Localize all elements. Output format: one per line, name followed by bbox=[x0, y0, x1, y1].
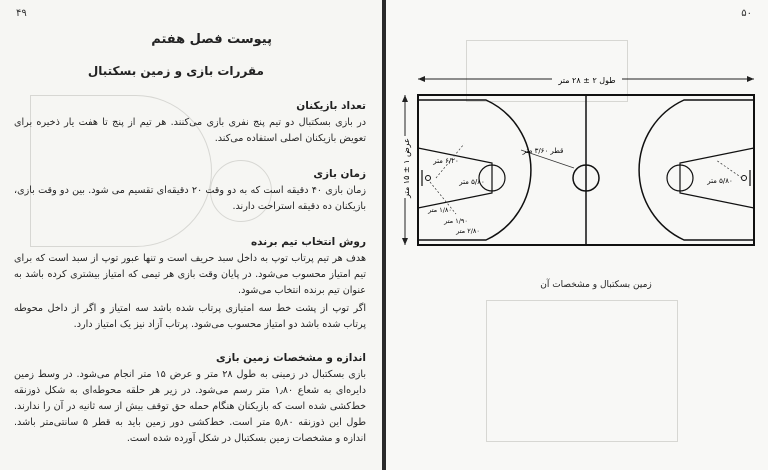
arrow-down-icon bbox=[402, 238, 408, 245]
arrow-right-icon bbox=[747, 76, 754, 82]
section-game-time bbox=[14, 168, 366, 215]
section-court-size bbox=[14, 352, 366, 447]
section-players bbox=[14, 100, 366, 147]
paragraph: اگر توپ از پشت خط سه امتیازی پرتاب شده باشد سه امتیاز و اگر از داخل محوطه پرتاب شده باشد دو امتیاز محسوب می‌شود. پرتاب آزاد نیز یک امتیاز دارد. bbox=[14, 303, 366, 330]
leader-line bbox=[716, 160, 742, 178]
section-heading: تعداد بازیکنان bbox=[296, 100, 366, 112]
center-circle-label: قطر ۳/۶۰ متر bbox=[522, 147, 564, 155]
basket-right bbox=[742, 176, 747, 181]
paragraph: بازی بسکتبال در زمینی به طول ۲۸ متر و عرض ۱۵ متر انجام می‌شود. در وسط زمین دایره‌ای به شعاع ۱٫۸۰ متر رسم می‌شود. در زیر هر حلقه محوطه‌ای به شکل ذوزنقه خط‌کشی شده است که بازیکنان هنگام حمله حق توقف بیش از سه ثانیه در آن را ندارند. طول این ذوزنقه ۵٫۸۰ متر است. خط‌کشی دور زمین باید به قطر ۵ سانتی‌متر باشد. اندازه و مشخصات زمین بسکتبال در شکل آورده شده است. bbox=[14, 369, 366, 444]
chapter-appendix-title: پیوست فصل هفتم bbox=[151, 32, 272, 47]
dimension-label: ۱/۹۰ متر bbox=[444, 217, 468, 225]
basketball-court-diagram bbox=[386, 0, 768, 280]
dimension-label: ۲/۸۰ متر bbox=[456, 227, 480, 235]
arrow-left-icon bbox=[418, 76, 425, 82]
page-number: ۵۰ bbox=[741, 8, 752, 19]
basket-left bbox=[426, 176, 431, 181]
figure-caption: زمین بسکتبال و مشخصات آن bbox=[540, 280, 652, 290]
section-winner bbox=[14, 236, 366, 333]
paragraph: در بازی بسکتبال دو تیم پنج نفری بازی می‌کنند. هر تیم از پنج تا هفت یار ذخیره برای تعویض بازیکنان اصلی استفاده می‌کند. bbox=[14, 117, 366, 144]
width-label: عرض ۱ ± ۱۵ متر bbox=[402, 138, 411, 198]
three-point-line-left bbox=[418, 100, 531, 240]
left-page bbox=[0, 0, 382, 470]
arrow-up-icon bbox=[402, 95, 408, 102]
section-heading: اندازه و مشخصات زمین بازی bbox=[215, 352, 366, 364]
section-subtitle: مقررات بازی و زمین بسکتبال bbox=[87, 64, 264, 78]
right-page bbox=[386, 0, 768, 470]
section-heading: روش انتخاب تیم برنده bbox=[250, 236, 366, 248]
bleed-through-shape bbox=[486, 300, 678, 442]
dimension-label: ۵/۸۰ متر bbox=[459, 178, 485, 186]
dimension-label: ۵/۸۰ متر bbox=[707, 177, 733, 185]
three-point-line-right bbox=[639, 100, 754, 240]
length-label: طول ۲ ± ۲۸ متر bbox=[558, 76, 616, 85]
section-heading: زمان بازی bbox=[313, 168, 366, 180]
dimension-label: ۶/۲۰ متر bbox=[433, 157, 459, 165]
dimension-label: ۱/۸۰ متر bbox=[428, 206, 452, 214]
paragraph: زمان بازی ۴۰ دقیقه است که به دو وقت ۲۰ دقیقه‌ای تقسیم می شود. بین دو وقت بازی، بازیکنان ده دقیقه استراحت دارند. bbox=[14, 185, 366, 212]
paragraph: هدف هر تیم پرتاب توپ به داخل سبد حریف است و تنها عبور توپ از سبد است که برای تیم امتیاز محسوب می‌شود. در پایان وقت بازی هر تیمی که امتیاز بیشتری کرده باشد به عنوان تیم برنده انتخاب می‌شود. bbox=[14, 253, 366, 296]
page-number: ۴۹ bbox=[16, 8, 27, 19]
